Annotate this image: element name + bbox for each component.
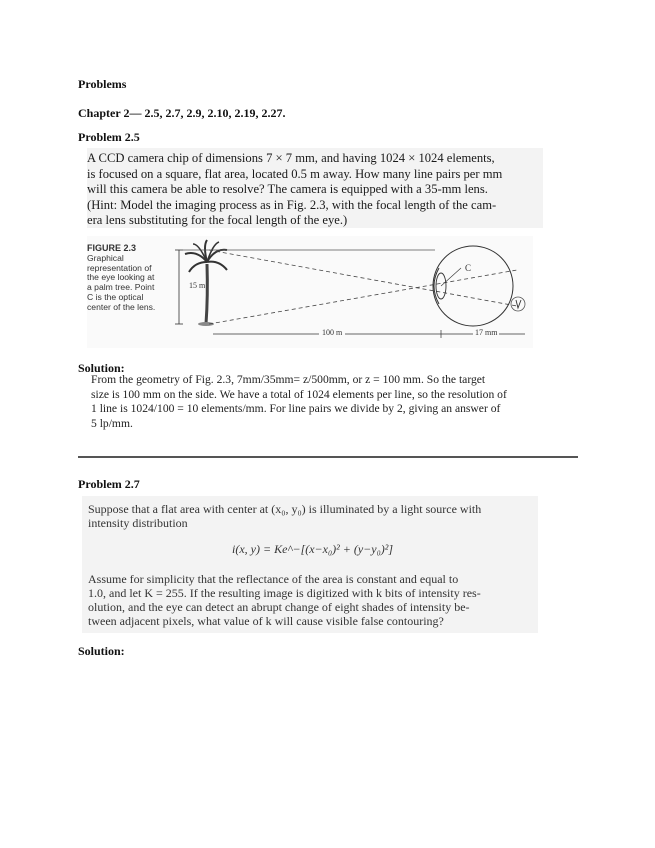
figure-caption: [87, 244, 169, 313]
section-divider: [78, 456, 578, 458]
statement-line: Suppose that a flat area with center at (x₀, y₀) is illuminated by a light source with: [88, 502, 482, 516]
caption-line: center of the lens.: [87, 301, 156, 312]
statement-line: will this camera be able to resolve? The camera is equipped with a 35-mm lens.: [87, 182, 488, 196]
statement-line: olution, and the eye can detect an abrupt change of eight shades of intensity be-: [88, 600, 470, 614]
statement-line: is focused on a square, flat area, located 0.5 m away. How many line pairs per mm: [87, 166, 503, 181]
caption-line: C is the optical: [87, 291, 144, 302]
statement-line: 1.0, and let K = 255. If the resulting image is digitized with k bits of intensity res-: [88, 586, 481, 600]
distance-label: 100 m: [319, 328, 345, 338]
upper-ray: [209, 250, 517, 306]
statement-line: era lens substituting for the focal length of the eye.): [87, 213, 348, 227]
eye-icon: [433, 246, 513, 326]
problem-2-7-heading: Problem 2.7: [78, 477, 140, 491]
solution-line: 5 lp/mm.: [91, 416, 133, 430]
solution-line: 1 line is 1024/100 = 10 elements/mm. For line pairs we divide by 2, giving an answer of: [91, 402, 501, 416]
problem-2-7-statement: [82, 496, 538, 633]
problem-2-5-solution-heading: Solution:: [78, 361, 125, 375]
problem-2-5-heading: Problem 2.5: [78, 130, 140, 144]
solution-line: size is 100 mm on the side. We have a total of 1024 elements per line, so the resolution of: [91, 387, 507, 401]
problem-2-5-solution: [91, 373, 561, 431]
statement-line: Assume for simplicity that the reflectance of the area is constant and equal to: [88, 572, 459, 586]
statement-line: intensity distribution: [88, 516, 188, 530]
figure-title: FIGURE 2.3: [87, 243, 137, 253]
intensity-equation: i(x, y) = Ke^−[(x−x₀)² + (y−y₀)²]: [232, 542, 394, 556]
caption-line: Graphical: [87, 252, 124, 263]
caption-line: the eye looking at: [87, 272, 155, 283]
problem-2-5-statement: [87, 148, 543, 228]
solution-line: From the geometry of Fig. 2.3, 7mm/35mm= z/500mm, or z = 100 mm. So the target: [91, 373, 486, 386]
statement-line: tween adjacent pixels, what value of k will cause visible false contouring?: [88, 614, 444, 628]
problem-2-7-solution-heading: Solution:: [78, 644, 125, 658]
caption-line: a palm tree. Point: [87, 282, 155, 293]
statement-line: A CCD camera chip of dimensions 7 × 7 mm, and having 1024 × 1024 elements,: [87, 151, 495, 165]
page-title: Problems: [78, 77, 127, 91]
figure-2-3: [87, 236, 533, 348]
height-label: 15 m: [189, 281, 206, 290]
chapter-problem-list: Chapter 2— 2.5, 2.7, 2.9, 2.10, 2.19, 2.27.: [78, 106, 286, 120]
optical-center-label: C: [465, 263, 472, 273]
statement-line: (Hint: Model the imaging process as in Fig. 2.3, with the focal length of the cam-: [87, 197, 497, 212]
focal-length-label: 17 mm: [475, 328, 498, 337]
caption-line: representation of: [87, 262, 152, 273]
